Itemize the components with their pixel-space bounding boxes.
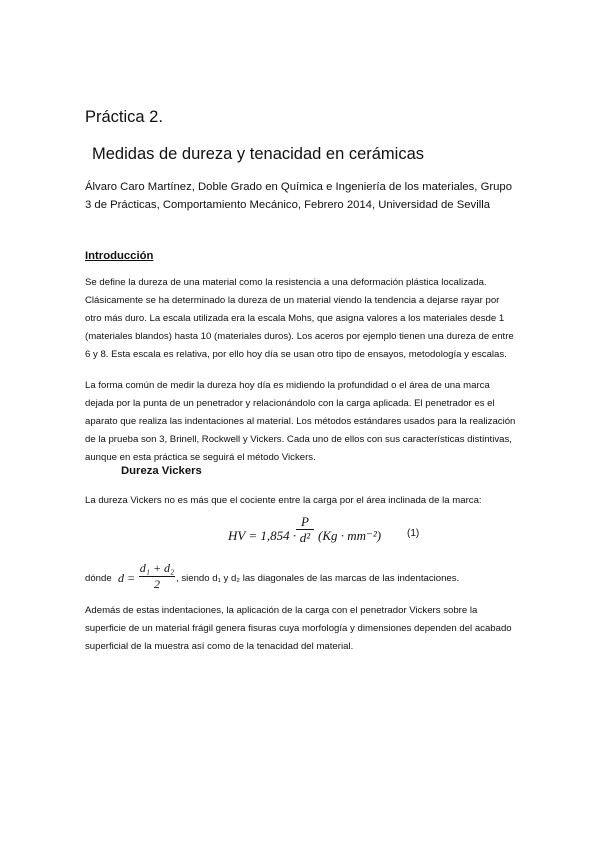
equation-lhs: HV = 1,854 · — [228, 528, 297, 543]
paragraph-2: La forma común de medir la dureza hoy día es midiendo la profundidad o el área de una marca dejada por la punta de un penetrador y relacionándolo con la carga aplicada. El penetrador es el aparato que realiza las indentaciones al material. Los métodos estándares usados para la realización de la prueba son 3, Brinell, Rockwell y Vickers. Cada uno de ellos con sus características distintivas, aunque en esta práctica se seguirá el método Vickers. — [85, 380, 516, 463]
author-line: Álvaro Caro Martínez, Doble Grado en Química e Ingeniería de los materiales, Grupo 3 de Prácticas, Comportamiento Mecánico, Febrero 2014, Universidad de Sevilla — [85, 181, 512, 211]
paragraph-4: Además de estas indentaciones, la aplicación de la carga con el penetrador Vickers sobre la superficie de un material frágil genera fisuras cuya morfología y dimensiones dependen del acabado superficial de la muestra así como de la tenacidad del material. — [85, 605, 512, 652]
document-title: Medidas de dureza y tenacidad en cerámicas — [92, 145, 425, 163]
equation-rhs: (Kg · mm⁻²) — [318, 528, 382, 543]
equation-fraction — [296, 514, 314, 545]
equation-numerator: P — [301, 514, 309, 529]
donde-fraction — [139, 561, 175, 592]
section-heading-introduccion: Introducción — [85, 250, 154, 262]
donde-label: dónde — [85, 573, 112, 584]
section-heading-dureza-vickers: Dureza Vickers — [121, 465, 202, 477]
paragraph-3: La dureza Vickers no es más que el cociente entre la carga por el área inclinada de la marca: — [85, 495, 482, 506]
equation-denominator: d² — [299, 530, 311, 545]
donde-numerator: d₁ + d₂ — [139, 561, 175, 575]
donde-definition — [85, 563, 525, 599]
equation-number: (1) — [407, 528, 420, 539]
donde-text: , siendo d₁ y d₂ las diagonales de las marcas de las indentaciones. — [176, 573, 460, 584]
donde-denominator: 2 — [154, 577, 160, 591]
donde-lhs: d = — [118, 571, 136, 585]
practice-heading: Práctica 2. — [85, 108, 163, 126]
paragraph-1: Se define la dureza de una material como la resistencia a una deformación plástica localizada. Clásicamente se ha determinado la dureza de un material viendo la tendencia a dejarse rayar por otro más duro. La escala utilizada era la escala Mohs, que asigna valores a los materiales desde 1 (materiales blandos) hasta 10 (materiales duros). Los aceros por ejemplo tienen una dureza de entre 6 y 8. Esta escala es relativa, por ello hoy día se usan otro tipo de ensayos, metodología y escalas. — [85, 277, 514, 360]
